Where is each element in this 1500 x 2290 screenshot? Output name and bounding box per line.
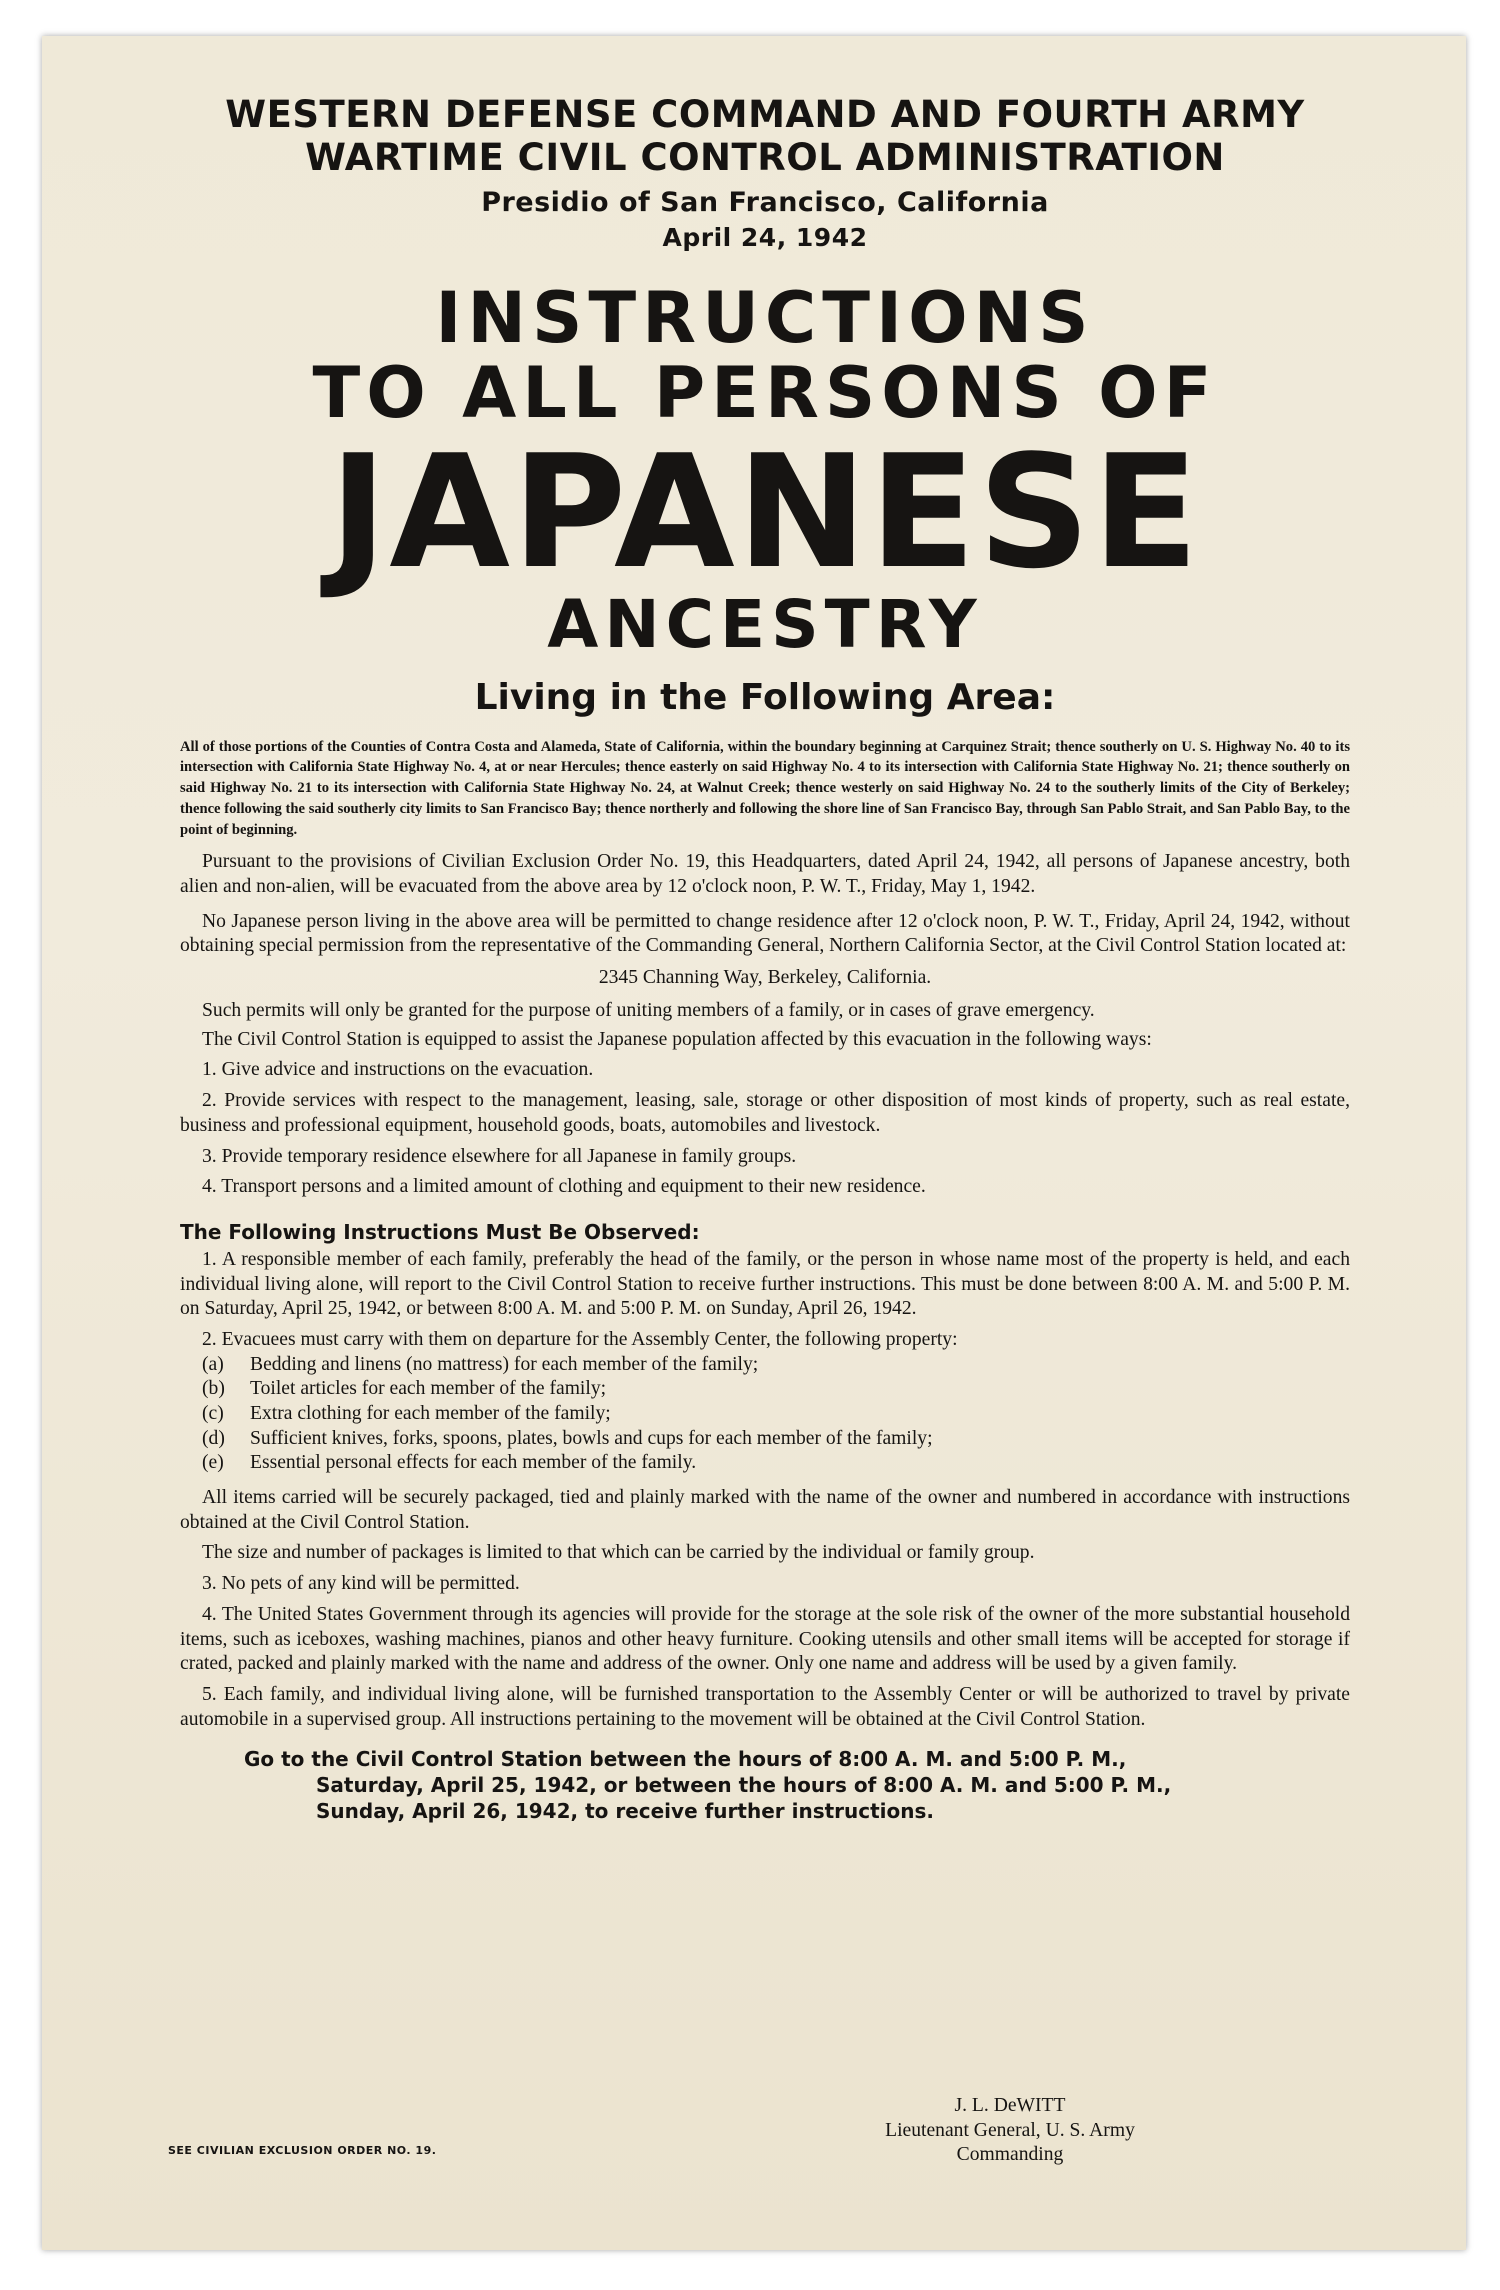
instructions-heading: The Following Instructions Must Be Observed:	[180, 1219, 700, 1244]
property-item	[180, 1402, 1350, 1427]
evacuation-order-paragraph: Pursuant to the provisions of Civilian Exclusion Order No. 19, this Headquarters, dated April 24, 1942, all persons of Japanese ancestry, both alien and non-alien, will be evacuated from the above area by 12 o'clock noon, P. W. T., Friday, May 1, 1942.	[180, 851, 1350, 898]
title-japanese: JAPANESE	[329, 421, 1201, 604]
property-letter: (e)	[202, 1452, 224, 1474]
title-instructions: INSTRUCTIONS	[435, 276, 1095, 359]
packaging-paragraph: All items carried will be securely packaged, tied and plainly marked with the name of the owner and numbered in accordance with instructions obtained at the Civil Control Station.	[180, 1487, 1350, 1533]
property-letter: (c)	[202, 1403, 224, 1425]
station-address: 2345 Channing Way, Berkeley, California.	[598, 967, 932, 989]
title-subtitle: Living in the Following Area:	[474, 677, 1056, 719]
closing-line-3: Sunday, April 26, 1942, to receive further instructions.	[316, 1799, 935, 1824]
service-item: 3. Provide temporary residence elsewhere for all Japanese in family groups.	[202, 1145, 797, 1167]
header-line-2: WARTIME CIVIL CONTROL ADMINISTRATION	[305, 135, 1225, 179]
closing-notice	[180, 1746, 1350, 1824]
instruction-3: 3. No pets of any kind will be permitted.	[202, 1573, 520, 1595]
poster-sheet	[42, 36, 1466, 2250]
header-location: Presidio of San Francisco, California	[481, 187, 1049, 219]
size-limit-paragraph: The size and number of packages is limited to that which can be carried by the individual or family group.	[202, 1542, 1035, 1564]
property-text: Sufficient knives, forks, spoons, plates, bowls and cups for each member of the family;	[250, 1427, 933, 1449]
property-letter: (b)	[202, 1378, 225, 1400]
signature-role: Commanding	[956, 2144, 1064, 2166]
property-item	[180, 1377, 1350, 1402]
title-to-all-persons: TO ALL PERSONS OF	[312, 352, 1218, 435]
property-item	[180, 1451, 1350, 1476]
instruction-2: 2. Evacuees must carry with them on departure for the Assembly Center, the following property:	[202, 1328, 958, 1350]
title-ancestry: ANCESTRY	[547, 586, 983, 664]
instruction-1: 1. A responsible member of each family, preferably the head of the family, or the person in whose name most of the property is held, and each individual living alone, will report to the Civil Control Station to receive further instructions. This must be done between 8:00 A. M. and 5:00 P. M. on Saturday, April 25, 1942, or between 8:00 A. M. and 5:00 P. M. on Sunday, April 26, 1942.	[180, 1248, 1350, 1320]
signature-rank: Lieutenant General, U. S. Army	[885, 2119, 1135, 2141]
closing-line-2: Saturday, April 25, 1942, or between the hours of 8:00 A. M. and 5:00 P. M.,	[316, 1773, 1172, 1798]
signature-name: J. L. DeWITT	[954, 2095, 1066, 2116]
property-text: Bedding and linens (no mattress) for each member of the family;	[250, 1353, 759, 1375]
header-date: April 24, 1942	[662, 223, 868, 253]
instruction-5: 5. Each family, and individual living alone, will be furnished transportation to the Assembly Center or will be authorized to travel by private automobile in a supervised group. All instructions pertaining to the movement will be obtained at the Civil Control Station.	[180, 1683, 1350, 1730]
service-item: 1. Give advice and instructions on the evacuation.	[202, 1059, 594, 1081]
service-item: 2. Provide services with respect to the management, leasing, sale, storage or other disposition of most kinds of property, such as real estate, business and professional equipment, household goods, boats, automobiles and livestock.	[180, 1090, 1350, 1136]
property-letter: (d)	[202, 1427, 225, 1449]
instruction-4: 4. The United States Government through its agencies will provide for the storage at the sole risk of the owner of the more substantial household items, such as iceboxes, washing machines, pianos and other heavy furniture. Cooking utensils and other small items will be accepted for storage if crated, packed and plainly marked with the name and address of the owner. Only one name and address will be used by a given family.	[180, 1603, 1350, 1675]
station-services-intro: The Civil Control Station is equipped to assist the Japanese population affected by this evacuation in the following ways:	[202, 1028, 1152, 1050]
property-text: Extra clothing for each member of the family;	[250, 1403, 611, 1425]
residence-change-paragraph: No Japanese person living in the above area will be permitted to change residence after 12 o'clock noon, P. W. T., Friday, April 24, 1942, without obtaining special permission from the representative of the Commanding General, Northern California Sector, at the Civil Control Station located at:	[180, 910, 1350, 957]
property-text: Toilet articles for each member of the family;	[250, 1378, 607, 1400]
area-description: All of those portions of the Counties of Contra Costa and Alameda, State of California, within the boundary beginning at Carquinez Strait; thence southerly on U. S. Highway No. 40 to its intersection with California State Highway No. 4, at or near Hercules; thence easterly on said Highway No. 4 to its intersection with California State Highway No. 21; thence southerly on said Highway No. 21 to its intersection with California State Highway No. 24, at Walnut Creek; thence westerly on said Highway No. 24 to the southerly limits of the City of Berkeley; thence following the said southerly city limits to San Francisco Bay; thence northerly and following the shore line of San Francisco Bay, through San Pablo Strait, and San Pablo Bay, to the point of beginning.	[180, 738, 1350, 838]
property-text: Essential personal effects for each member of the family.	[250, 1452, 697, 1474]
closing-line-1: Go to the Civil Control Station between the hours of 8:00 A. M. and 5:00 P. M.,	[244, 1747, 1127, 1772]
header-line-1: WESTERN DEFENSE COMMAND AND FOURTH ARMY	[225, 93, 1305, 136]
service-item: 4. Transport persons and a limited amount of clothing and equipment to their new residence.	[202, 1176, 926, 1198]
signature-block	[850, 2094, 1170, 2168]
footnote: SEE CIVILIAN EXCLUSION ORDER NO. 19.	[168, 2144, 437, 2157]
permits-paragraph: Such permits will only be granted for the purpose of uniting members of a family, or in cases of grave emergency.	[202, 1000, 1095, 1022]
property-item	[180, 1427, 1350, 1452]
property-letter: (a)	[202, 1353, 224, 1375]
property-item	[180, 1353, 1350, 1378]
